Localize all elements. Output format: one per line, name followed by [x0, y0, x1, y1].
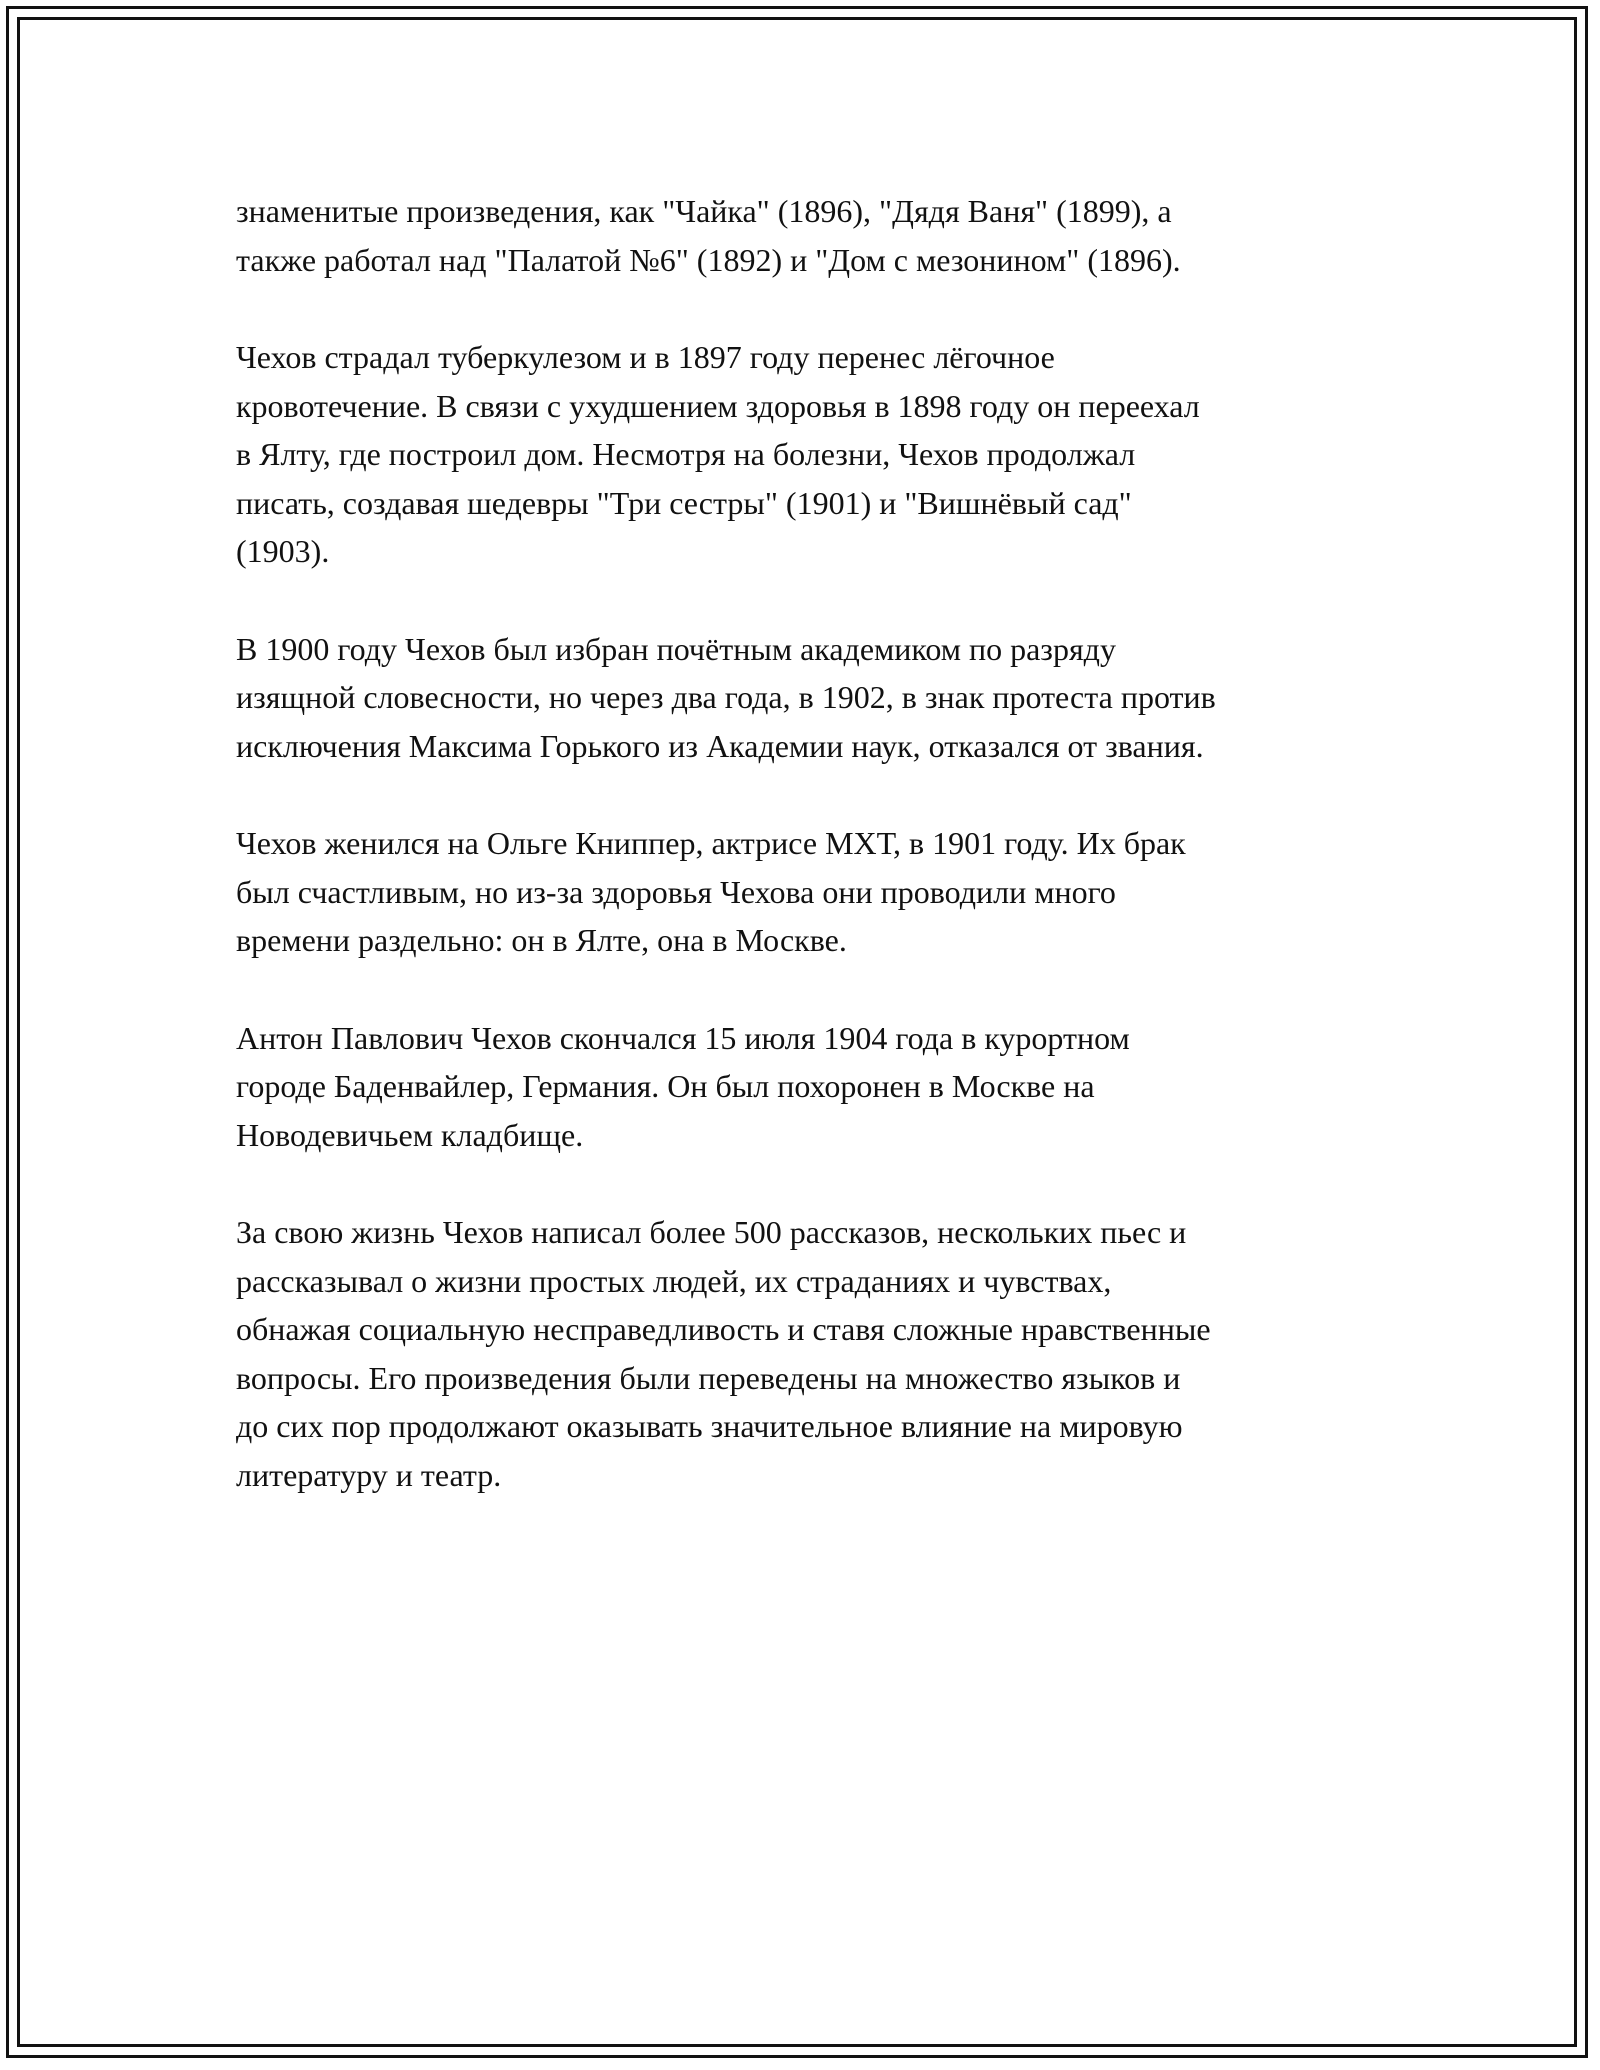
- paragraph-legacy: [236, 1208, 1386, 1499]
- text-line: был счастливым, но из-за здоровья Чехова они проводили много: [236, 873, 1116, 910]
- text-line: городе Баденвайлер, Германия. Он был похоронен в Москве на: [236, 1068, 1095, 1104]
- text-line: знаменитые произведения, как "Чайка" (1896), "Дядя Ваня" (1899), а: [236, 193, 1172, 229]
- paragraph-death: [236, 1014, 1386, 1160]
- text-line: Чехов женился на Ольге Книппер, актрисе МХТ, в 1901 году. Их брак: [236, 825, 1186, 861]
- text-line: Чехов страдал туберкулезом и в 1897 году перенес лёгочное: [236, 339, 1055, 375]
- text-line: За свою жизнь Чехов написал более 500 рассказов, нескольких пьес и: [236, 1214, 1187, 1250]
- text-line: Новодевичьем кладбище.: [236, 1116, 584, 1153]
- document-body: [236, 187, 1386, 1548]
- text-line: литературу и театр.: [236, 1456, 502, 1493]
- paragraph-illness-yalta: [236, 333, 1386, 576]
- text-line: времени раздельно: он в Ялте, она в Москве.: [236, 922, 847, 958]
- text-line: рассказывал о жизни простых людей, их страданиях и чувствах,: [236, 1262, 1112, 1299]
- text-line: кровотечение. В связи с ухудшением здоровья в 1898 году он переехал: [236, 387, 1200, 424]
- text-line: в Ялту, где построил дом. Несмотря на болезни, Чехов продолжал: [236, 436, 1136, 472]
- text-line: обнажая социальную несправедливость и ставя сложные нравственные: [236, 1311, 1211, 1347]
- text-line: писать, создавая шедевры "Три сестры" (1901) и "Вишнёвый сад": [236, 484, 1132, 521]
- text-line: В 1900 году Чехов был избран почётным академиком по разряду: [236, 630, 1116, 667]
- text-line: до сих пор продолжают оказывать значительное влияние на мировую: [236, 1408, 1183, 1444]
- paragraph-academy: [236, 625, 1386, 771]
- paragraph-marriage: [236, 819, 1386, 965]
- text-line: также работал над "Палатой №6" (1892) и "Дом с мезонином" (1896).: [236, 241, 1181, 278]
- text-line: изящной словесности, но через два года, в 1902, в знак протеста против: [236, 679, 1216, 715]
- text-line: вопросы. Его произведения были переведены на множество языков и: [236, 1359, 1181, 1396]
- text-line: Антон Павлович Чехов скончался 15 июля 1904 года в курортном: [236, 1019, 1130, 1056]
- paragraph-works-1890s: [236, 187, 1386, 284]
- text-line: исключения Максима Горького из Академии наук, отказался от звания.: [236, 727, 1204, 764]
- text-line: (1903).: [236, 533, 330, 569]
